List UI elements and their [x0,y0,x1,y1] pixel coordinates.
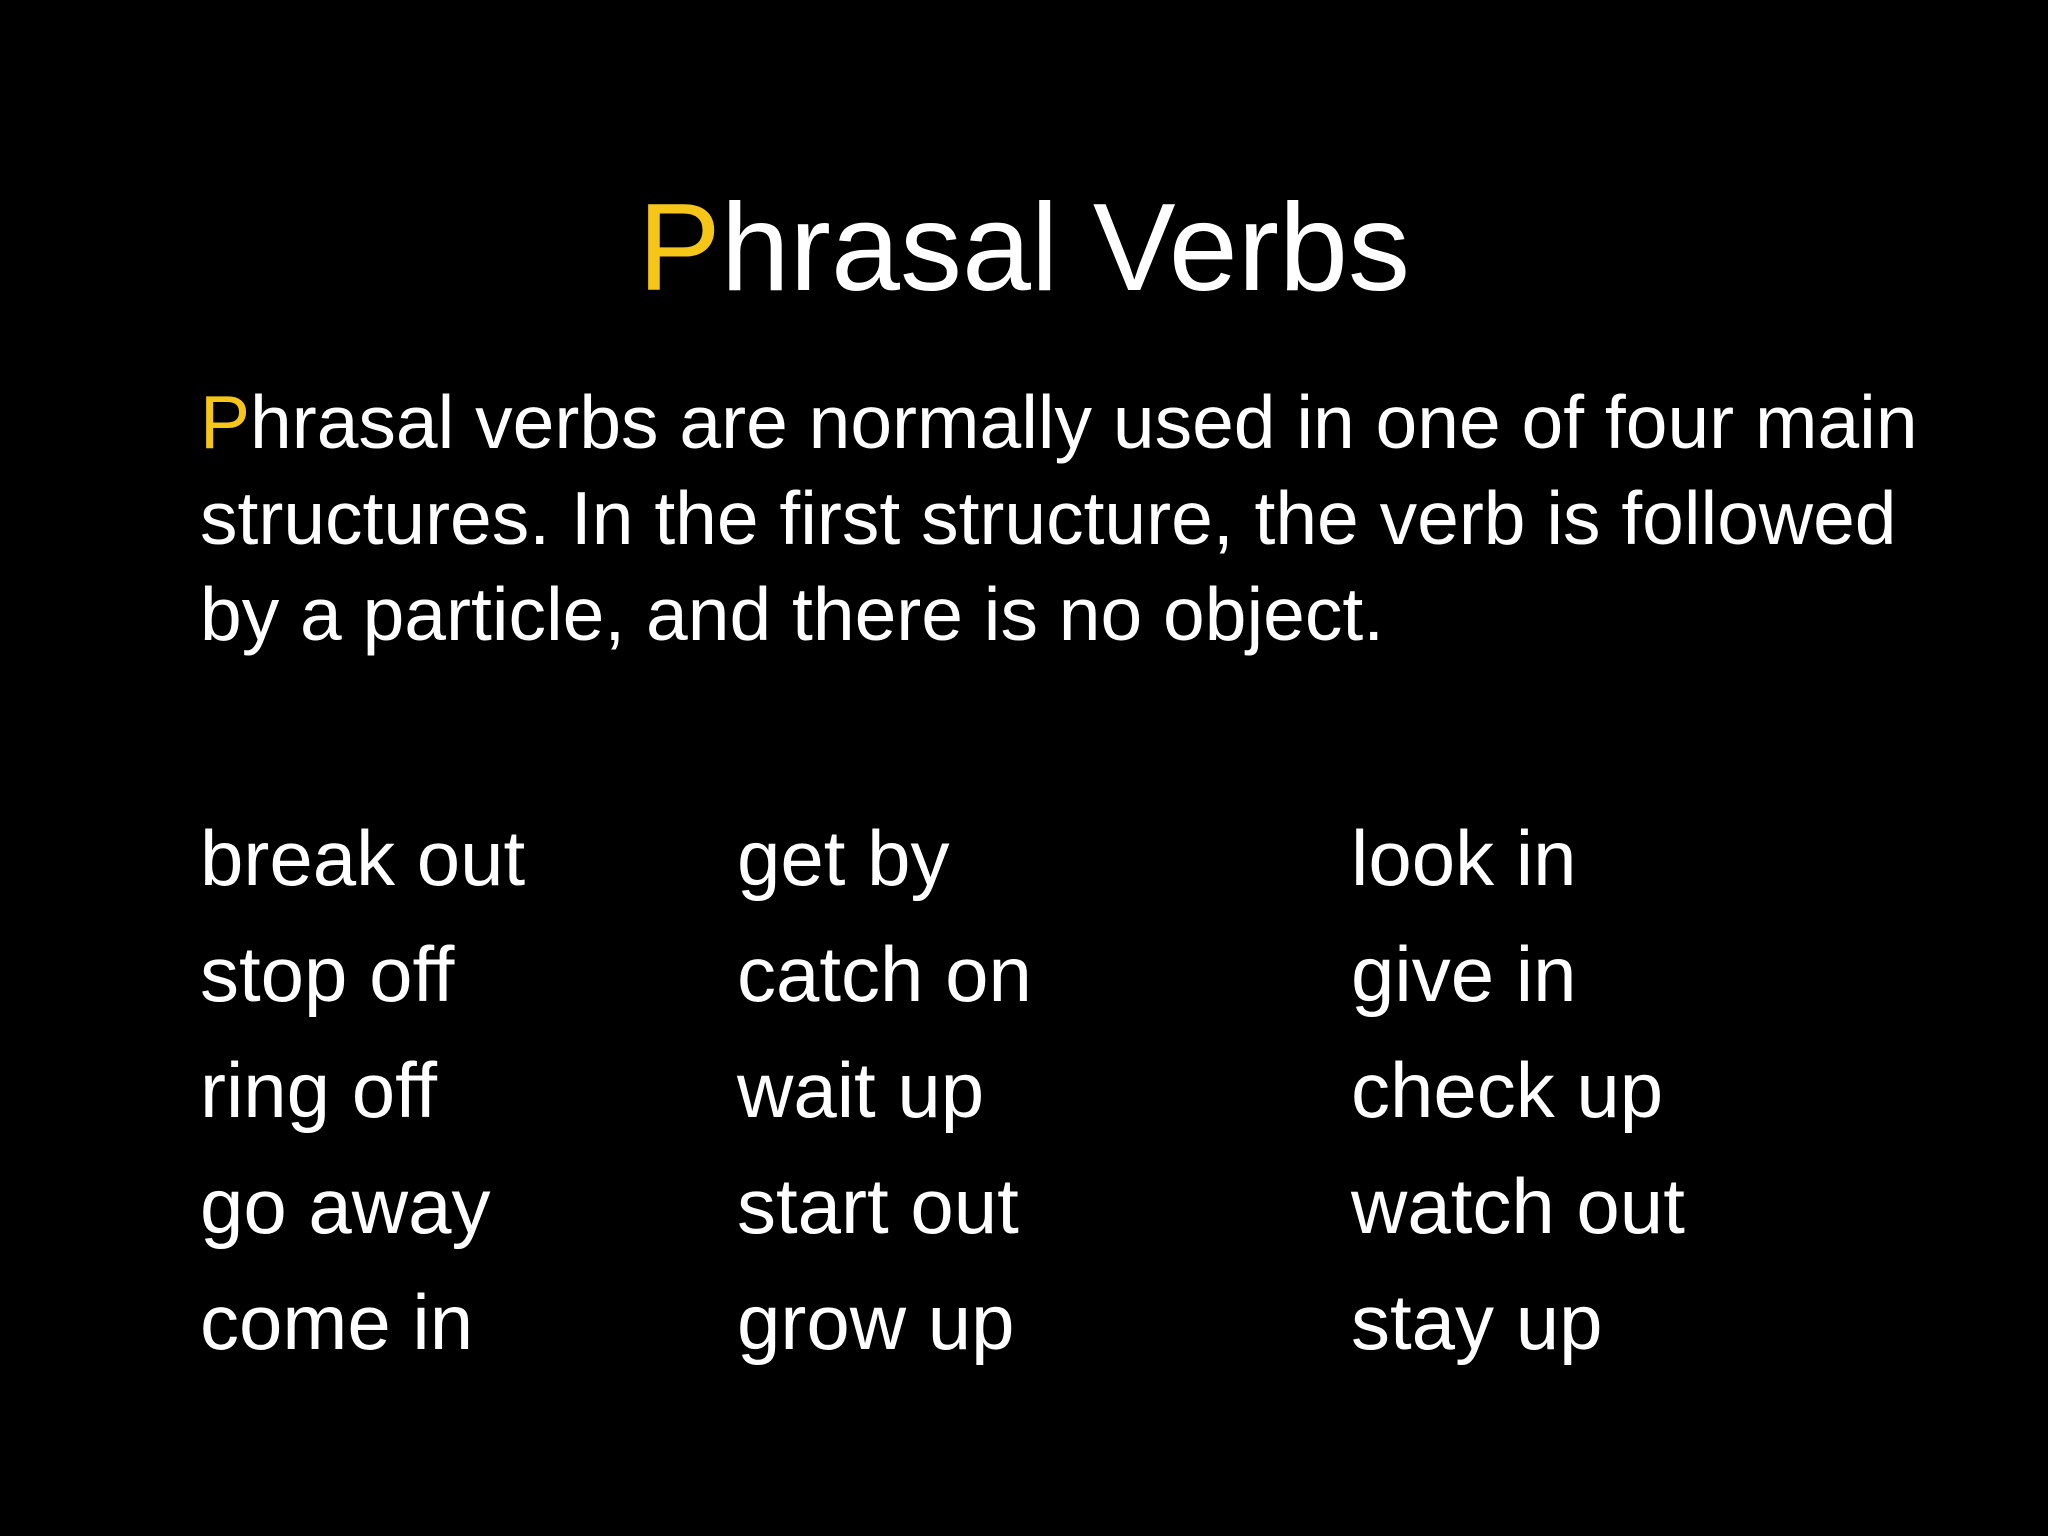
slide-title [0,178,2048,318]
verb-item: watch out [1351,1162,1685,1250]
verb-item: grow up [737,1278,1015,1366]
verb-item: look in [1351,814,1577,902]
verb-item: go away [200,1162,491,1250]
verb-column-1 [200,800,525,1380]
verb-item: wait up [737,1046,985,1134]
verb-item: stop off [200,930,455,1018]
verb-item: get by [737,814,950,902]
verb-item: break out [200,814,526,902]
intro-paragraph [200,374,1960,662]
title-first-letter: P [638,179,721,317]
verb-item: check up [1351,1046,1664,1134]
paragraph-rest: hrasal verbs are normally used in one of four main structures. In the first structure, the verb is followed by a particle, and there is no object. [200,380,1918,656]
verb-column-2 [737,800,1032,1380]
verb-column-3 [1351,800,1685,1380]
verb-item: ring off [200,1046,438,1134]
verb-item: come in [200,1278,474,1366]
verb-item: catch on [737,930,1032,1018]
paragraph-first-letter: P [200,380,251,464]
verb-item: start out [737,1162,1019,1250]
verb-item: give in [1351,930,1577,1018]
title-rest: hrasal Verbs [720,179,1410,317]
verb-item: stay up [1351,1278,1603,1366]
